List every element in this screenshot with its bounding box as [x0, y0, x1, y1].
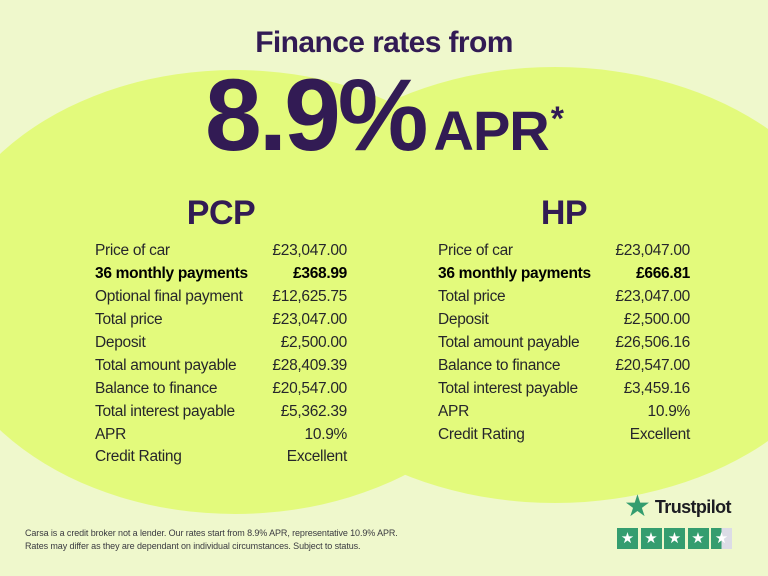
star-box-full	[617, 528, 638, 549]
row-label: Credit Rating	[95, 448, 182, 466]
pcp-title: PCP	[186, 194, 256, 232]
row-value: Excellent	[286, 448, 347, 466]
table-row	[95, 400, 347, 423]
row-value: £23,047.00	[615, 242, 690, 260]
hp-table	[438, 196, 690, 446]
star-box-full	[664, 528, 685, 549]
row-label: Optional final payment	[95, 288, 243, 306]
table-row	[438, 286, 690, 309]
table-row	[95, 263, 347, 286]
table-row	[438, 423, 690, 446]
row-value: £20,547.00	[272, 379, 347, 397]
row-value: 10.9%	[647, 402, 690, 420]
star-icon: ★	[644, 530, 658, 547]
star-box-half	[711, 528, 732, 549]
row-label: Total amount payable	[438, 334, 580, 351]
row-label: Balance to finance	[95, 379, 218, 397]
pcp-rows	[95, 240, 347, 469]
table-row	[95, 309, 347, 332]
row-label: Total amount payable	[95, 356, 237, 374]
banner-title: Finance rates from	[255, 26, 513, 59]
hp-rows	[438, 240, 690, 446]
table-row	[95, 446, 347, 469]
pcp-table	[95, 196, 347, 469]
star-box-full	[688, 528, 709, 549]
row-label: Total price	[95, 311, 163, 329]
row-value: £23,047.00	[272, 311, 347, 329]
trustpilot-logo	[624, 490, 732, 523]
row-label: Deposit	[95, 334, 146, 351]
row-value: £3,459.16	[623, 379, 690, 397]
disclaimer-line-2: Rates may differ as they are dependant on individual circumstances. Subject to status.	[25, 541, 361, 551]
row-value: 10.9%	[304, 425, 347, 443]
row-label: Total interest payable	[438, 379, 578, 397]
row-value: £28,409.39	[272, 356, 347, 374]
row-label: 36 monthly payments	[438, 265, 591, 283]
trustpilot-rating-stars	[617, 528, 732, 549]
rate-value: 8.9%	[205, 58, 426, 172]
apr-text: APR	[433, 99, 549, 162]
star-icon: ★	[620, 530, 635, 547]
disclaimer-line-1: Carsa is a credit broker not a lender. Our rates start from 8.9% APR, representative 10.9% APR.	[25, 528, 398, 538]
row-value: £368.99	[293, 265, 347, 283]
star-icon: ★	[691, 530, 705, 547]
row-label: Total interest payable	[95, 402, 235, 420]
row-label: Credit Rating	[438, 425, 525, 443]
row-value: £666.81	[636, 265, 690, 283]
table-row	[438, 309, 690, 332]
table-row	[438, 263, 690, 286]
row-label: APR	[95, 425, 126, 443]
table-row	[95, 240, 347, 263]
row-value: £5,362.39	[280, 402, 347, 420]
row-label: Price of car	[438, 242, 513, 260]
table-row	[438, 377, 690, 400]
table-row	[95, 286, 347, 309]
star-icon: ★	[667, 530, 682, 547]
table-row	[95, 354, 347, 377]
trustpilot-star-icon: ★	[624, 490, 651, 523]
row-value: Excellent	[629, 425, 690, 443]
row-label: Balance to finance	[438, 356, 561, 374]
row-value: £26,506.16	[615, 334, 690, 351]
star-box-full	[641, 528, 662, 549]
table-row	[438, 332, 690, 355]
table-row	[95, 332, 347, 355]
headline-rate	[0, 58, 768, 172]
row-label: Deposit	[438, 311, 489, 329]
table-row	[438, 400, 690, 423]
trustpilot-wordmark: Trustpilot	[654, 496, 731, 517]
table-row	[95, 423, 347, 446]
table-row	[95, 377, 347, 400]
row-value: £23,047.00	[272, 242, 347, 260]
row-value: £20,547.00	[615, 356, 690, 374]
hp-title: HP	[540, 194, 588, 232]
row-value: £12,625.75	[272, 288, 347, 306]
trustpilot-widget	[617, 490, 732, 549]
star-icon: ★	[714, 530, 729, 547]
row-value: £2,500.00	[280, 334, 347, 351]
rate-apr-label	[433, 99, 563, 162]
table-row	[438, 240, 690, 263]
row-value: £23,047.00	[615, 288, 690, 306]
row-label: 36 monthly payments	[95, 265, 248, 283]
row-value: £2,500.00	[623, 311, 690, 329]
table-row	[438, 354, 690, 377]
row-label: APR	[438, 402, 469, 420]
legal-disclaimer	[25, 527, 455, 553]
row-label: Total price	[438, 288, 506, 306]
asterisk: *	[550, 100, 563, 138]
row-label: Price of car	[95, 242, 170, 260]
